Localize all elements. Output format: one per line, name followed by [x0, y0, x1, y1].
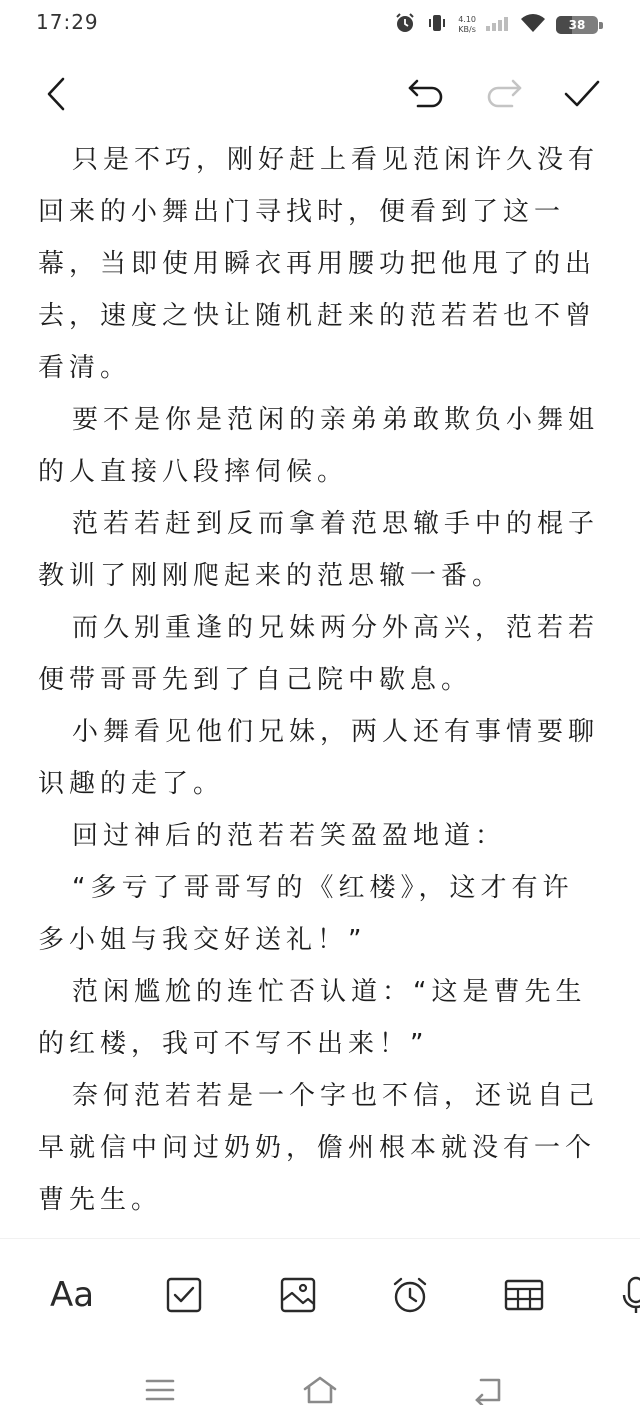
formatting-bar: [0, 1238, 640, 1353]
done-button[interactable]: [558, 70, 606, 118]
net-speed-unit: KB/s: [458, 25, 476, 34]
home-icon: [302, 1375, 338, 1405]
status-icons: [394, 12, 604, 38]
battery-icon: [556, 16, 598, 34]
net-speed-value: 4.10: [458, 15, 476, 24]
paragraph[interactable]: 范若若赶到反而拿着范思辙手中的棍子教训了刚刚爬起来的范思辙一番。: [38, 509, 600, 591]
checklist-icon: [165, 1276, 203, 1314]
editor-toolbar: [0, 62, 640, 126]
image-icon: [279, 1276, 317, 1314]
cellular-signal-icon: [486, 15, 510, 35]
undo-button[interactable]: [402, 70, 450, 118]
paragraph[interactable]: 而久别重逢的兄妹两分外高兴，范若若便带哥哥先到了自己院中歇息。: [38, 613, 600, 695]
checklist-button[interactable]: [158, 1269, 210, 1321]
undo-icon: [406, 76, 446, 112]
image-button[interactable]: [272, 1269, 324, 1321]
vibrate-icon: [426, 12, 448, 38]
paragraph[interactable]: “多亏了哥哥写的《红楼》，这才有许多小姐与我交好送礼！”: [38, 873, 574, 955]
menu-icon: [145, 1378, 175, 1402]
table-button[interactable]: [498, 1269, 550, 1321]
alarm-icon: [390, 1275, 430, 1315]
font-button[interactable]: [46, 1269, 98, 1321]
paragraph[interactable]: 小舞看见他们兄妹，两人还有事情要聊识趣的走了。: [38, 717, 600, 799]
net-speed: [458, 15, 476, 35]
system-back-button[interactable]: [464, 1366, 512, 1414]
recent-apps-button[interactable]: [136, 1366, 184, 1414]
paragraph[interactable]: 范闲尴尬的连忙否认道：“这是曹先生的红楼，我可不写不出来！”: [38, 977, 587, 1059]
checkmark-icon: [562, 76, 602, 112]
paragraph[interactable]: 只是不巧，刚好赶上看见范闲许久没有回来的小舞出门寻找时，便看到了这一幕，当即使用瞬衣再用腰功把他甩了的出去，速度之快让随机赶来的范若若也不曾看清。: [38, 145, 600, 383]
font-icon: Aa: [49, 1275, 95, 1315]
paragraph[interactable]: 回过神后的范若若笑盈盈地道：: [72, 821, 507, 851]
alarm-status-icon: [394, 12, 416, 38]
home-button[interactable]: [296, 1366, 344, 1414]
battery-indicator: [556, 14, 604, 36]
back-nav-icon: [471, 1375, 505, 1405]
note-body[interactable]: [38, 134, 604, 1244]
paragraph[interactable]: 要不是你是范闲的亲弟弟敢欺负小舞姐的人直接八段摔伺候。: [38, 405, 600, 487]
wifi-icon: [520, 13, 546, 37]
status-bar: [0, 0, 640, 48]
paragraph[interactable]: 奈何范若若是一个字也不信，还说自己早就信中问过奶奶，儋州根本就没有一个曹先生。: [38, 1081, 600, 1215]
chevron-left-icon: [41, 76, 71, 112]
microphone-icon: [621, 1275, 640, 1315]
redo-icon: [484, 76, 524, 112]
back-button[interactable]: [32, 70, 80, 118]
reminder-button[interactable]: [384, 1269, 436, 1321]
redo-button[interactable]: [480, 70, 528, 118]
status-time: 17:29: [36, 10, 99, 34]
voice-input-button[interactable]: [610, 1269, 640, 1321]
battery-level: 38: [568, 18, 586, 32]
navigation-bar: [0, 1352, 640, 1427]
table-icon: [504, 1277, 544, 1313]
